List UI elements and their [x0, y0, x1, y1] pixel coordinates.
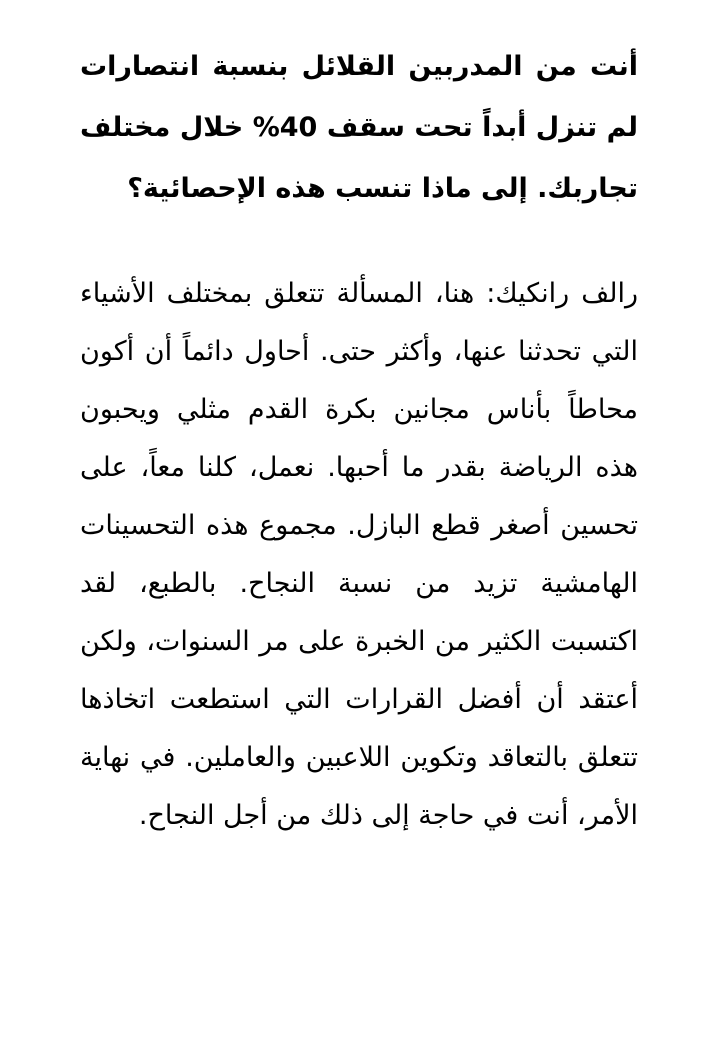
interview-article — [80, 36, 638, 845]
interview-question: أنت من المدربين القلائل بنسبة انتصارات لم تنزل أبداً تحت سقف 40% خلال مختلف تجاربك. إلى ماذا تنسب هذه الإحصائية؟ — [80, 51, 638, 204]
interview-answer: رالف رانكيك: هنا، المسألة تتعلق بمختلف الأشياء التي تحدثنا عنها، وأكثر حتى. أحاول دائماً أن أكون محاطاً بأناس مجانين بكرة القدم مثلي ويحبون هذه الرياضة بقدر ما أحبها. نعمل، كلنا معاً، على تحسين أصغر قطع البازل. مجموع هذه التحسينات الهامشية تزيد من نسبة النجاح. بالطبع، لقد اكتسبت الكثير من الخبرة على مر السنوات، ولكن أعتقد أن أفضل القرارات التي استطعت اتخاذها تتعلق بالتعاقد وتكوين اللاعبين والعاملين. في نهاية الأمر، أنت في حاجة إلى ذلك من أجل النجاح. — [80, 278, 638, 831]
